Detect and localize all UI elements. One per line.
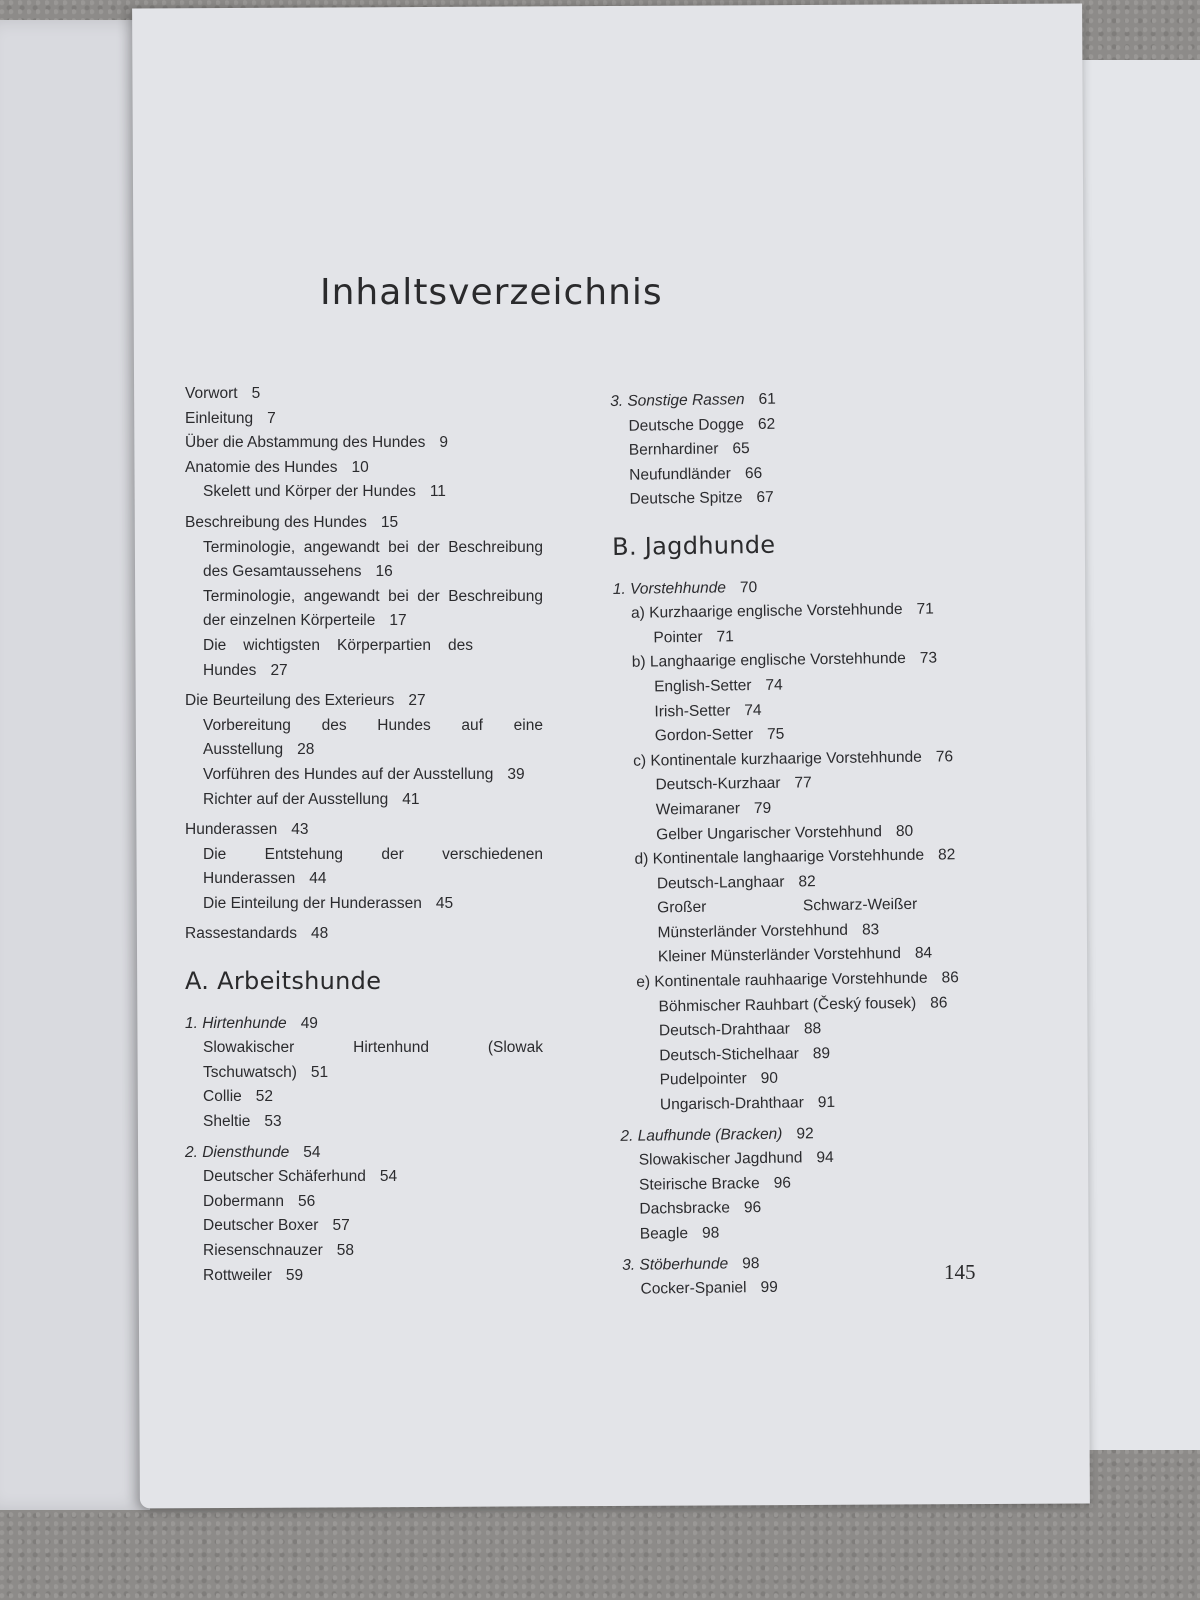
toc-entry: Böhmischer Rauhbart (Český fousek) 86 xyxy=(658,994,948,1016)
toc-entry: Gelber Ungarischer Vorstehhund 80 xyxy=(656,822,914,843)
toc-entry: Hunderassen 43 xyxy=(185,821,309,839)
toc-entry: Dobermann 56 xyxy=(203,1192,316,1210)
toc-entry: Vorführen des Hundes auf der Ausstellung 39 xyxy=(203,765,525,783)
toc-entry: Vorbereitung des Hundes auf eine Ausstellung 28 xyxy=(203,716,543,759)
toc-entry: 2. Laufhunde (Bracken) 92 xyxy=(620,1124,814,1145)
toc-entry: Riesenschnauzer 58 xyxy=(203,1242,355,1259)
toc-entry: Die Einteilung der Hunderassen 45 xyxy=(203,894,454,912)
toc-entry: Die Entstehung der verschiedenen Hunderassen 44 xyxy=(203,845,543,888)
toc-entry: Cocker-Spaniel 99 xyxy=(640,1278,778,1298)
toc-entry: Deutsche Dogge 62 xyxy=(628,415,776,435)
toc-entry: Anatomie des Hundes 10 xyxy=(185,458,369,476)
toc-entry: Beschreibung des Hundes 15 xyxy=(185,513,399,531)
toc-entry: Deutsch-Langhaar 82 xyxy=(656,872,816,893)
toc-entry: Irish-Setter 74 xyxy=(654,701,762,720)
toc-entry: Deutsch-Kurzhaar 77 xyxy=(655,774,812,794)
toc-entry: Collie 52 xyxy=(203,1088,274,1106)
toc-entry: Ungarisch-Drahthaar 91 xyxy=(659,1093,836,1114)
toc-entry: Richter auf der Ausstellung 41 xyxy=(203,790,420,808)
toc-entry: Die wichtigsten Körperpartien des Hundes 27 xyxy=(203,636,473,679)
toc-entry: Deutsche Spitze 67 xyxy=(629,489,774,509)
toc-entry: Kleiner Münsterländer Vorstehhund 84 xyxy=(657,945,933,966)
toc-entry: Einleitung 7 xyxy=(185,409,276,427)
toc-left-column xyxy=(185,382,605,1288)
toc-entry: Steirische Bracke 96 xyxy=(638,1174,792,1194)
toc-entry: Vorwort 5 xyxy=(185,385,261,402)
toc-entry: Die Beurteilung des Exterieurs 27 xyxy=(185,692,426,710)
toc-entry: Terminologie, angewandt bei der Beschreibung der einzelnen Körperteile 17 xyxy=(203,587,543,630)
toc-entry: Deutsch-Stichelhaar 89 xyxy=(659,1044,831,1065)
toc-entry: e) Kontinentale rauhhaarige Vorstehhunde 86 xyxy=(636,969,959,991)
toc-entry: Bernhardiner 65 xyxy=(628,440,750,459)
toc-entry: Deutsch-Drahthaar 88 xyxy=(658,1020,822,1040)
page-title: Inhaltsverzeichnis xyxy=(320,272,663,313)
toc-entry: 1. Vorstehhunde 70 xyxy=(612,578,758,598)
toc-entry: Dachsbracke 96 xyxy=(639,1199,762,1219)
toc-entry: Großer Schwarz-Weißer Münsterländer Vorstehhund 83 xyxy=(657,896,918,942)
toc-entry: Gordon-Setter 75 xyxy=(654,725,785,745)
toc-entry: b) Langhaarige englische Vorstehhunde 73 xyxy=(631,649,938,672)
toc-entry: 3. Stöberhunde 98 xyxy=(622,1254,760,1274)
toc-entry: Deutscher Boxer 57 xyxy=(203,1217,350,1235)
toc-right-column xyxy=(610,385,1003,1303)
toc-entry: Beagle 98 xyxy=(639,1224,720,1243)
toc-entry: Pointer 71 xyxy=(653,628,734,647)
toc-entry: a) Kurzhaarige englische Vorstehhunde 71 xyxy=(631,600,934,622)
toc-entry: 2. Diensthunde 54 xyxy=(185,1143,321,1161)
toc-entry: Rottweiler 59 xyxy=(203,1266,304,1284)
toc-entry: Pudelpointer 90 xyxy=(659,1070,779,1089)
section-heading: B. Jagdhunde xyxy=(611,530,776,561)
toc-entry: Weimaraner 79 xyxy=(655,799,772,819)
toc-entry: Skelett und Körper der Hundes 11 xyxy=(203,483,446,501)
toc-entry: Deutscher Schäferhund 54 xyxy=(203,1168,398,1186)
toc-entry: Slowakischer Hirtenhund (Slowak Tschuwatsch) 51 xyxy=(203,1039,543,1081)
toc-entry: c) Kontinentale kurzhaarige Vorstehhunde 76 xyxy=(633,747,954,770)
toc-entry: 1. Hirtenhunde 49 xyxy=(185,1014,318,1032)
section-heading: A. Arbeitshunde xyxy=(185,967,382,996)
toc-entry: Slowakischer Jagdhund 94 xyxy=(638,1149,834,1169)
page-number: 145 xyxy=(944,1260,976,1284)
toc-entry: Rassestandards 48 xyxy=(185,925,329,943)
toc-entry: Terminologie, angewandt bei der Beschreibung des Gesamtaussehens 16 xyxy=(203,538,543,581)
toc-entry: 3. Sonstige Rassen 61 xyxy=(610,390,776,410)
facing-page-edge xyxy=(0,20,150,1510)
toc-entry: Über die Abstammung des Hundes 9 xyxy=(185,434,449,452)
toc-entry: Sheltie 53 xyxy=(203,1113,282,1131)
toc-entry: Neufundländer 66 xyxy=(629,464,763,484)
toc-entry: d) Kontinentale langhaarige Vorstehhunde 82 xyxy=(634,846,956,868)
toc-entry: English-Setter 74 xyxy=(654,676,783,696)
